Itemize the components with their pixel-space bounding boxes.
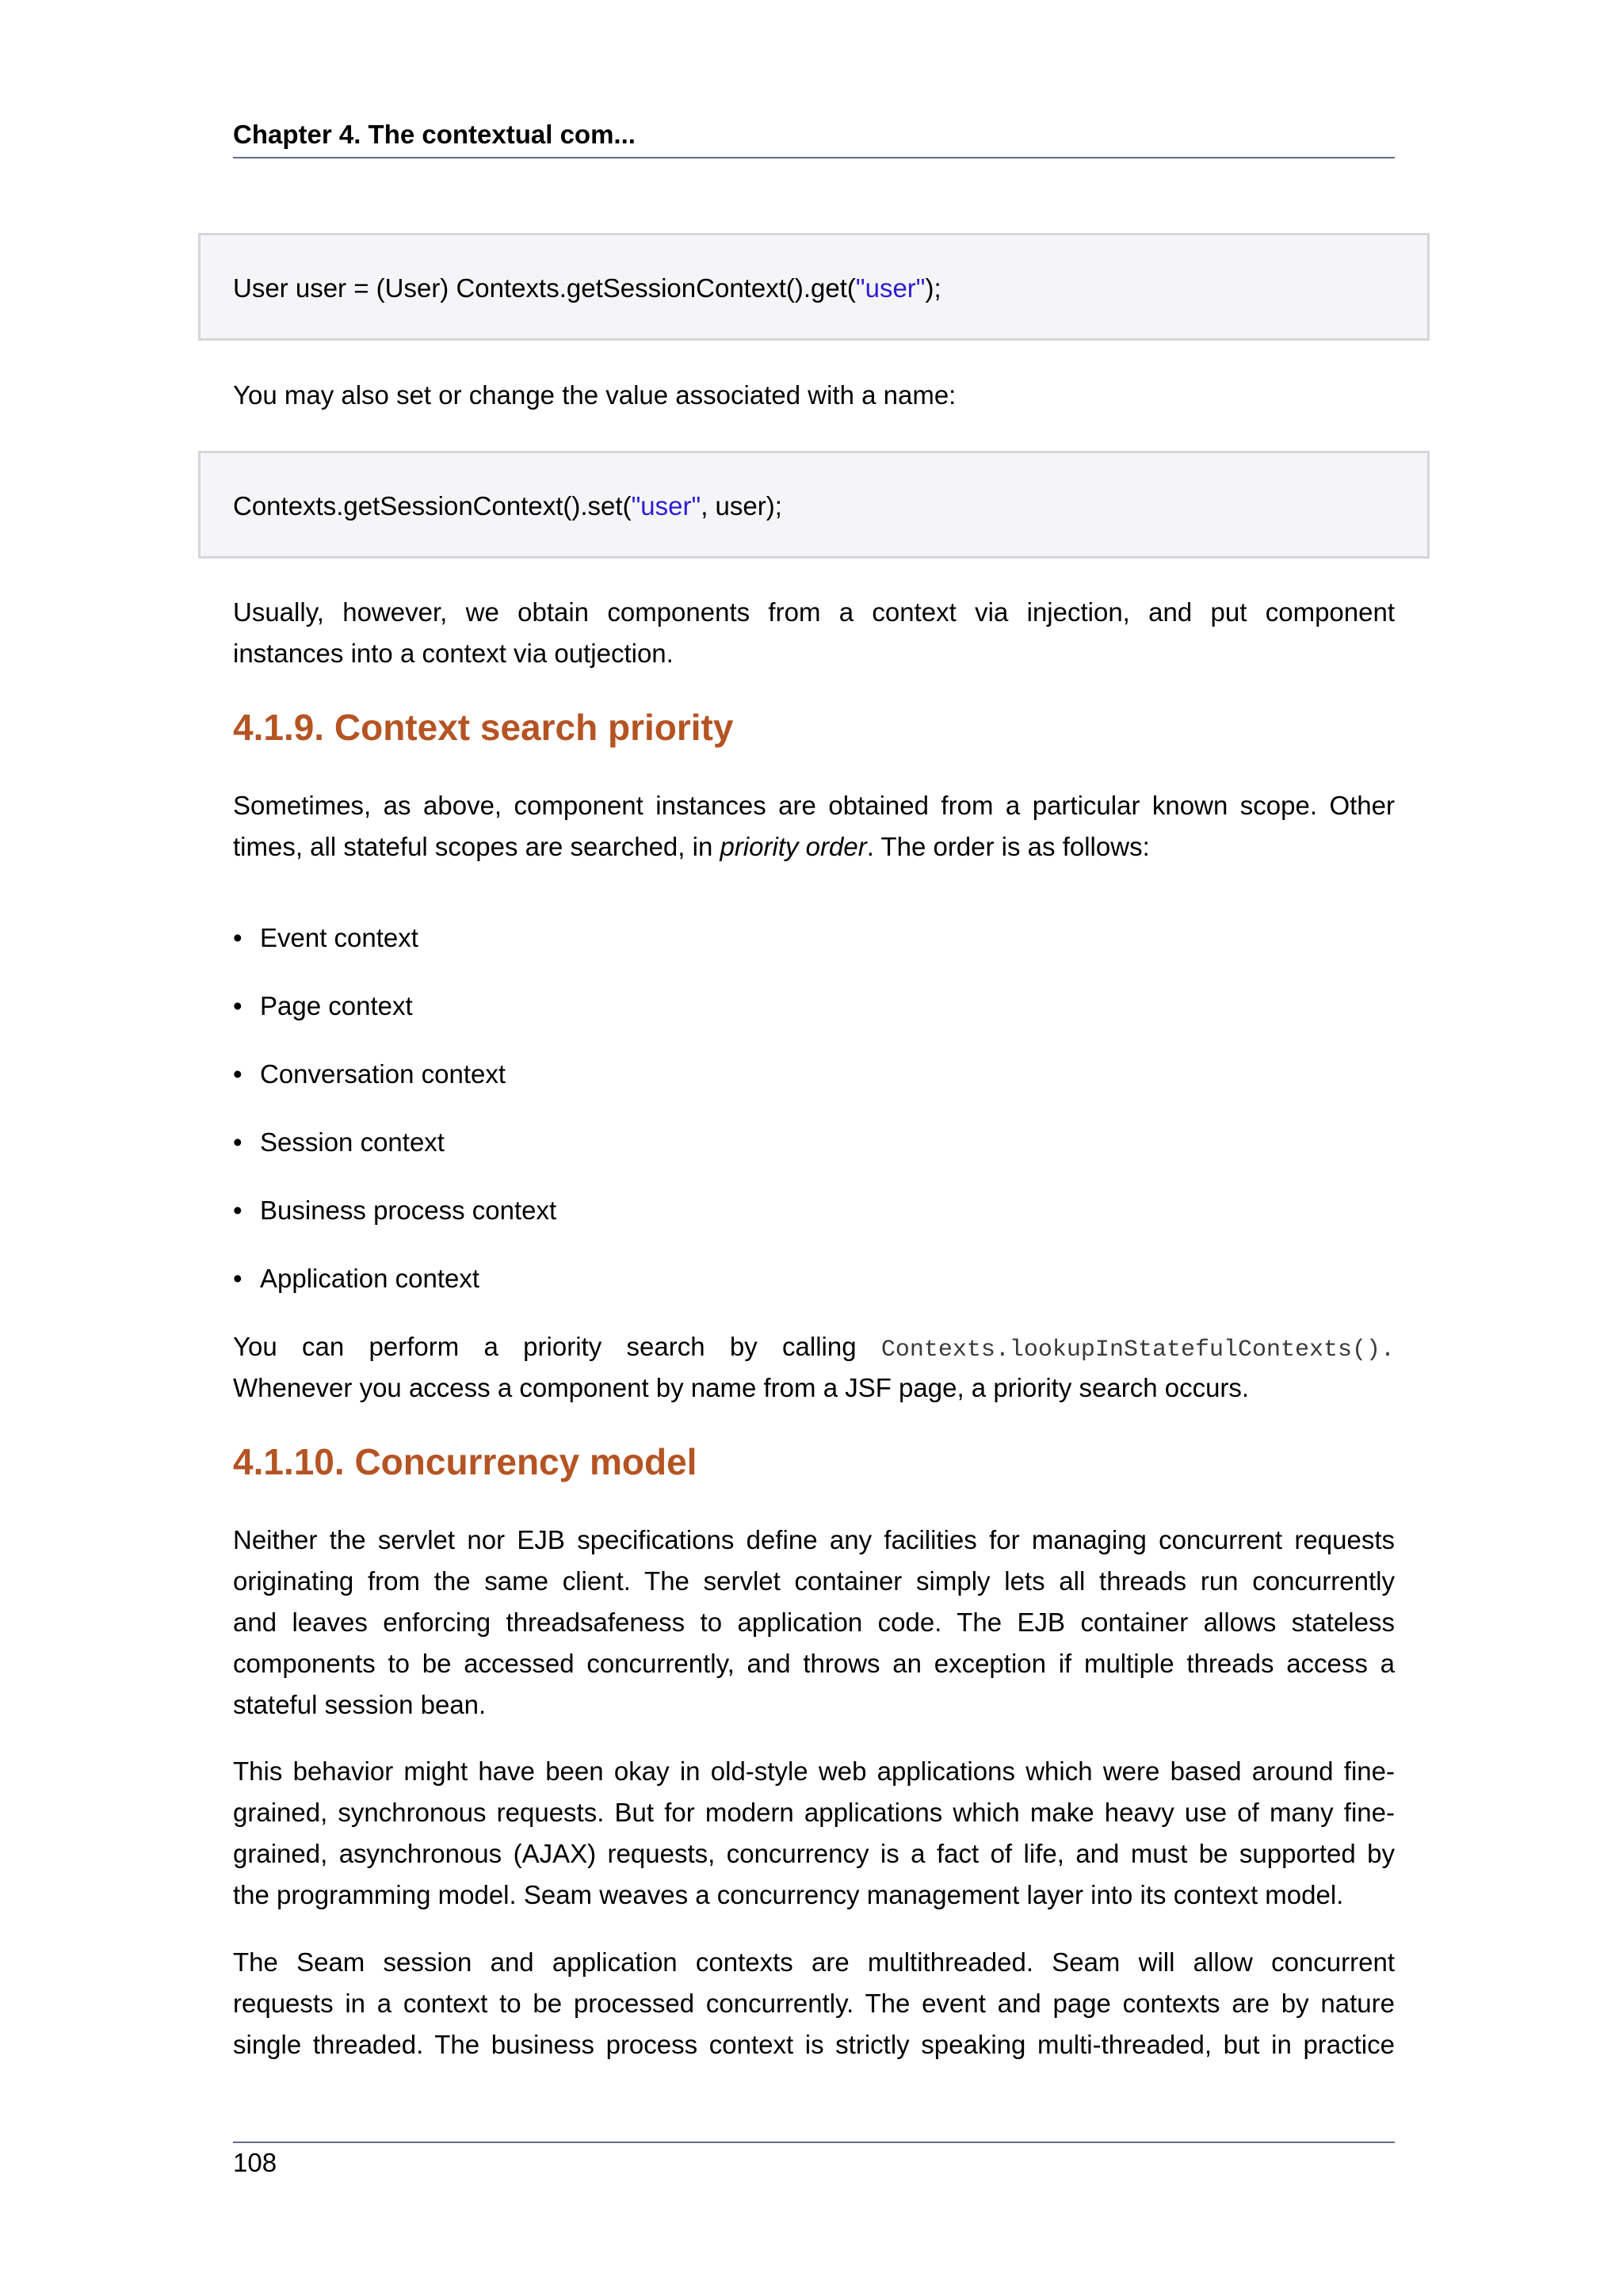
paragraph-line: and leaves enforcing threadsafeness to application code. The EJB container allows stateless [233,1608,1395,1637]
footer-divider [233,2142,1395,2143]
bullet-icon: • [233,1127,242,1157]
list-item-label: Event context [260,923,418,952]
text-run: You can perform a priority search by calling [233,1332,881,1361]
paragraph-line: the programming model. Seam weaves a concurrency management layer into its context model. [233,1880,1344,1909]
paragraph-line: Sometimes, as above, component instances are obtained from a particular known scope. Other [233,791,1395,820]
bullet-icon: • [233,923,242,952]
text-run: . The order is as follows: [866,832,1150,861]
code-text: User user = (User) Contexts.getSessionContext().get( [233,273,856,303]
code-line [233,271,941,306]
section-heading-search-priority: 4.1.9. Context search priority [233,707,734,748]
running-header: Chapter 4. The contextual com... [233,120,636,149]
bullet-icon: • [233,1264,242,1293]
paragraph-line: instances into a context via outjection. [233,639,674,668]
code-string-literal: "user" [631,491,701,521]
inline-code: Contexts.lookupInStatefulContexts(). [880,1337,1395,1363]
list-item-label: Session context [260,1127,445,1157]
paragraph-line: requests in a context to be processed concurrently. The event and page contexts are by nature [233,1989,1395,2018]
paragraph-line: stateful session bean. [233,1690,487,1719]
code-text: , user); [701,491,782,521]
list-item-label: Page context [260,991,413,1020]
code-string-literal: "user" [855,273,926,303]
paragraph-line: single threaded. The business process context is strictly speaking multi-threaded, but in practice [233,2030,1395,2059]
paragraph-line: grained, asynchronous (AJAX) requests, concurrency is a fact of life, and must be supported by [233,1839,1395,1868]
text-run: times, all stateful scopes are searched, in [233,832,720,861]
section-heading-concurrency: 4.1.10. Concurrency model [233,1441,697,1482]
bullet-icon: • [233,1196,242,1225]
paragraph-neither [233,1520,1395,1726]
paragraph-behavior [233,1751,1395,1916]
paragraph-line: grained, synchronous requests. But for modern applications which make heavy use of many fine- [233,1798,1395,1827]
code-line [233,489,782,524]
code-block-get [198,233,1430,341]
bullet-icon: • [233,991,242,1020]
paragraph-line: The Seam session and application contexts are multithreaded. Seam will allow concurrent [233,1947,1395,1977]
paragraph-line: Whenever you access a component by name from a JSF page, a priority search occurs. [233,1373,1250,1402]
paragraph-line [233,1326,1395,1367]
paragraph-priority-search [233,1326,1395,1409]
paragraph-usually [233,592,1395,674]
paragraph-set-value [233,375,1395,416]
header-divider [233,157,1395,158]
emphasis-priority-order: priority order [720,832,867,861]
paragraph-line: Usually, however, we obtain components from a context via injection, and put component [233,597,1395,627]
paragraph-line: components to be accessed concurrently, and throws an exception if multiple threads access a [233,1649,1395,1678]
list-item-label: Business process context [260,1196,557,1225]
paragraph-line: You may also set or change the value associated with a name: [233,380,957,410]
bullet-icon: • [233,1059,242,1089]
paragraph-sometimes [233,785,1395,868]
paragraph-line [233,826,1395,868]
list-item-label: Application context [260,1264,480,1293]
code-text: ); [925,273,941,303]
code-text: Contexts.getSessionContext().set( [233,491,632,521]
paragraph-line: Neither the servlet nor EJB specifications define any facilities for managing concurrent requests [233,1525,1395,1554]
page-number: 108 [233,2148,277,2177]
paragraph-line: originating from the same client. The servlet container simply lets all threads run concurrently [233,1566,1395,1596]
paragraph-line: This behavior might have been okay in old-style web applications which were based around fine- [233,1756,1395,1786]
paragraph-seam-session [233,1942,1395,2065]
code-block-set [198,451,1430,559]
list-item-label: Conversation context [260,1059,506,1089]
